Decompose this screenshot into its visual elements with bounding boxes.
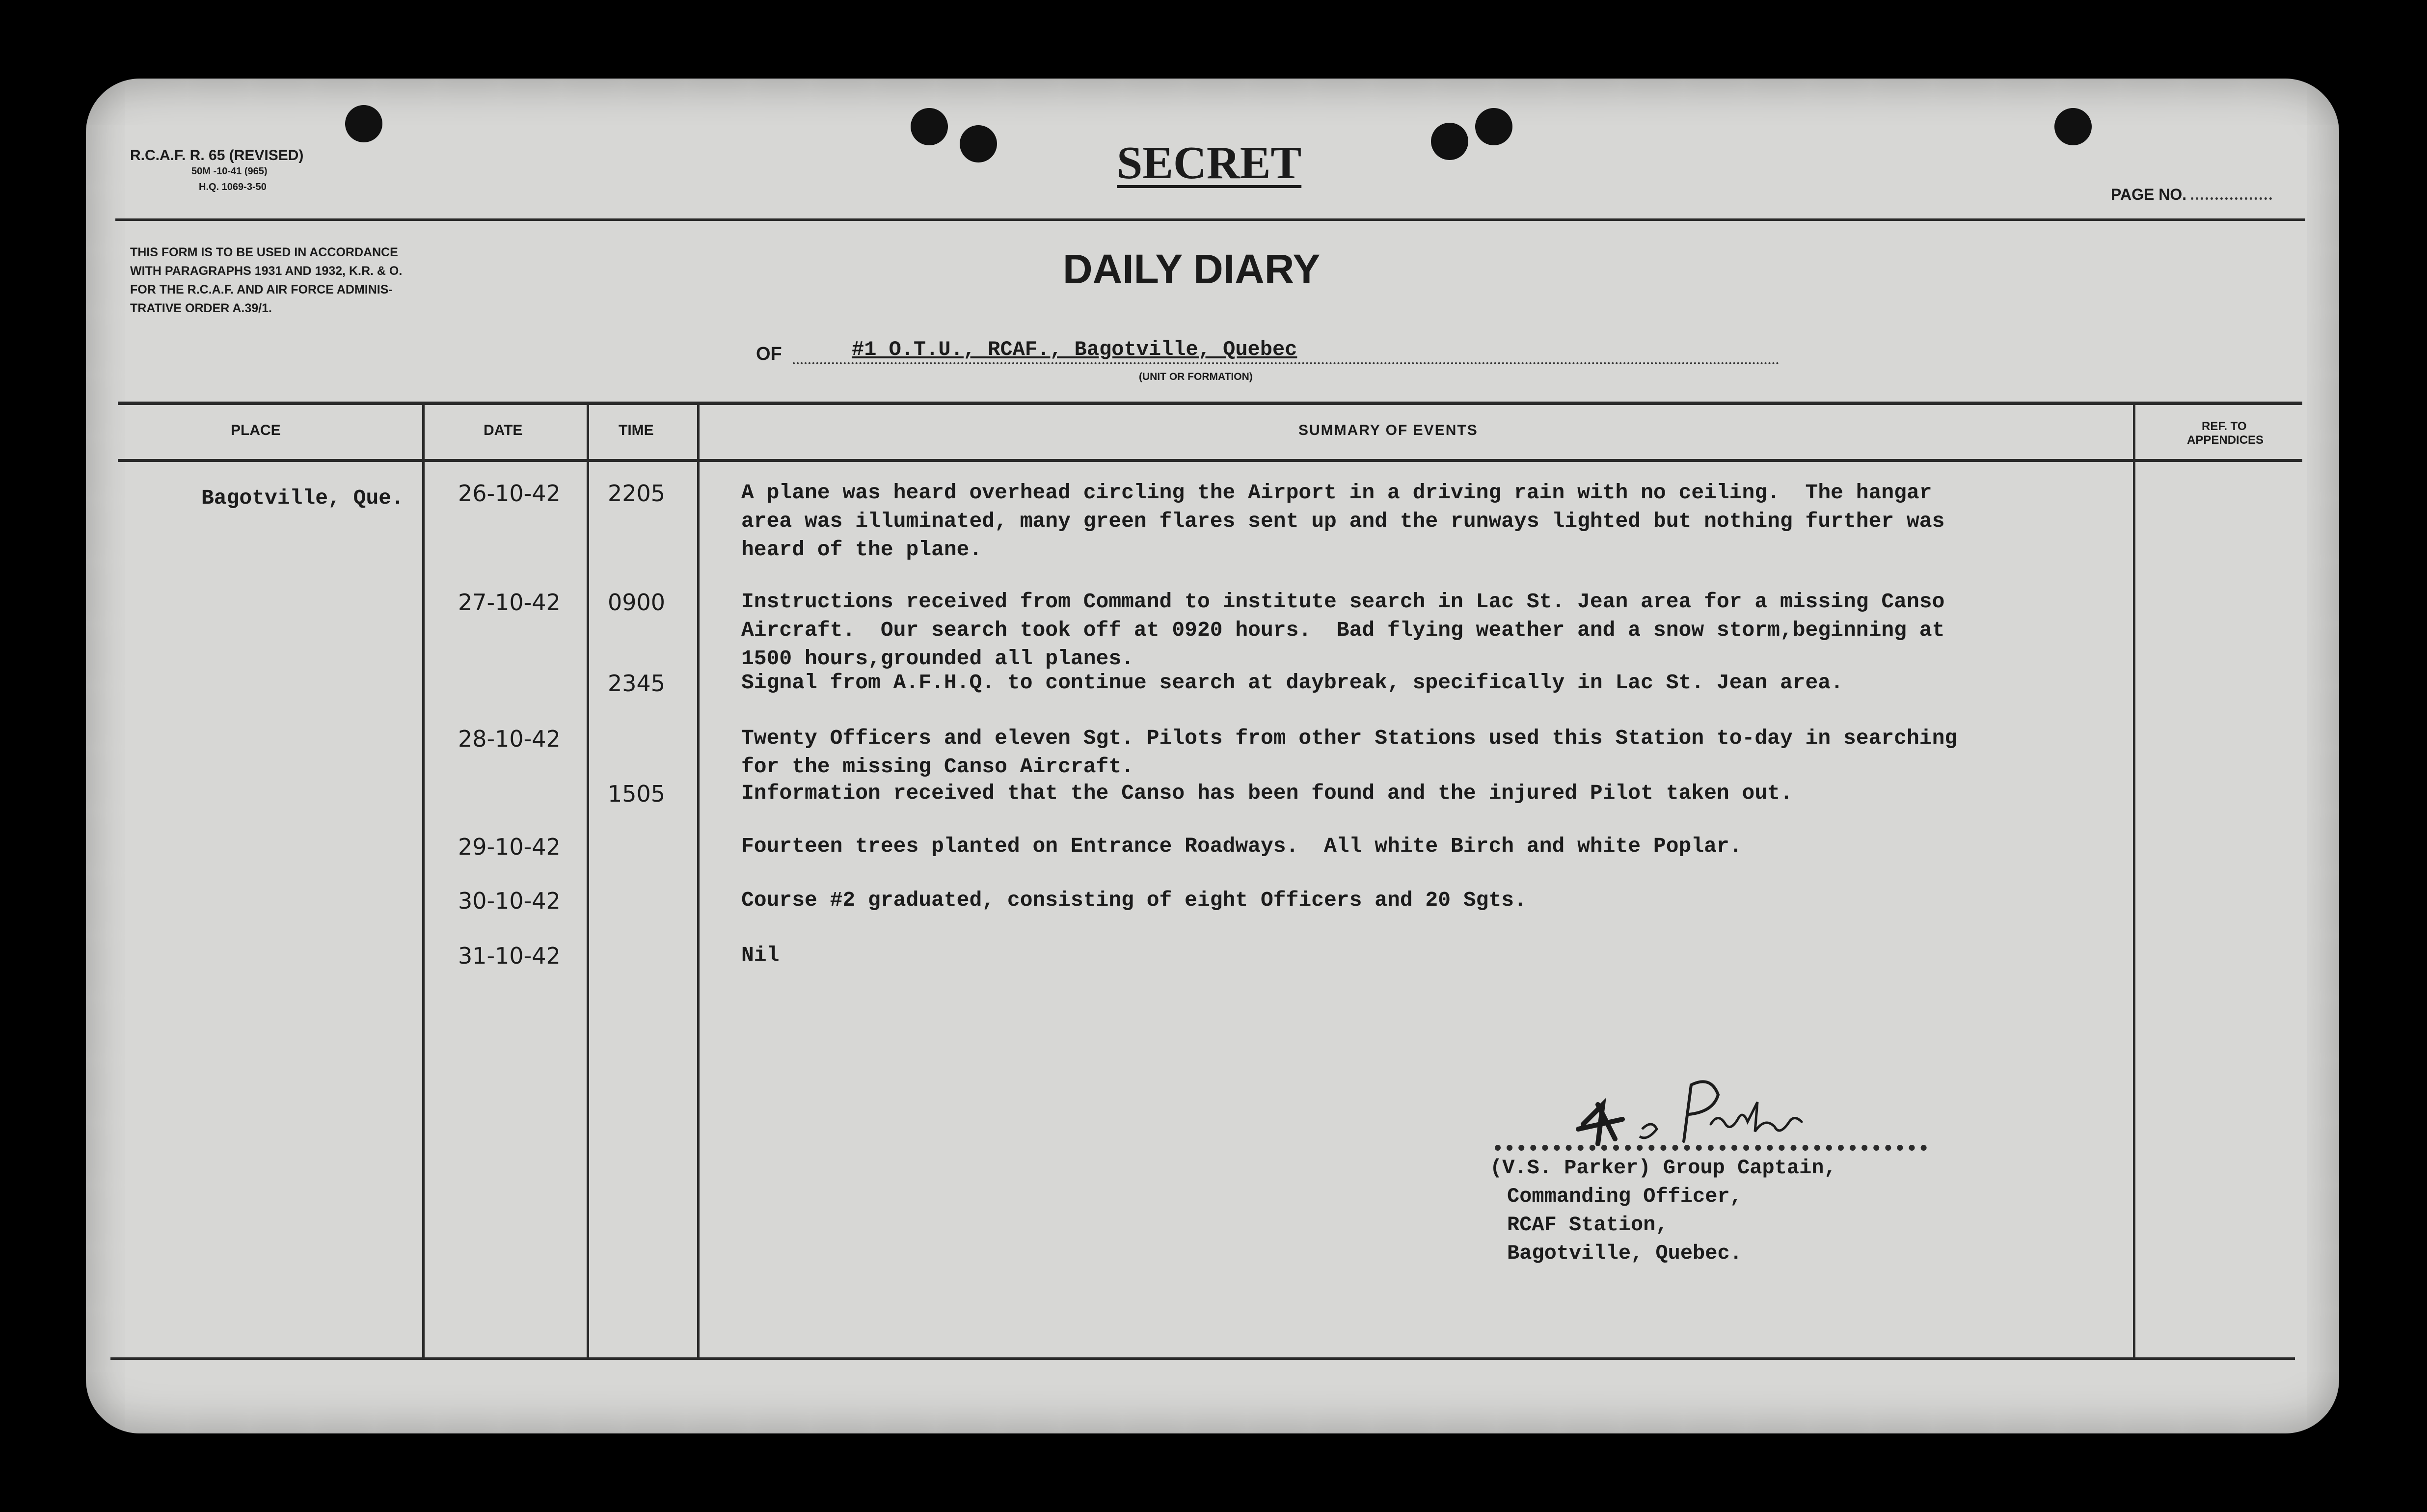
header-ref-line2: APPENDICES [2187,433,2264,447]
signature-line-4: Bagotville, Quebec. [1507,1242,1742,1265]
top-rule [115,218,2305,221]
punch-hole [1431,123,1468,160]
entry-date: 29-10-42 [458,834,561,860]
column-divider-time-summary [697,405,700,1357]
entry-time: 2205 [608,480,666,507]
unit-name: #1 O.T.U., RCAF., Bagotville, Quebec [852,338,1297,361]
punch-hole [960,125,997,162]
entry-time: 1505 [608,781,666,807]
entry-time: 2345 [608,670,666,697]
of-label: OF [756,344,782,364]
column-divider-summary-ref [2133,405,2135,1357]
header-date: DATE [484,422,523,438]
column-divider-place-date [422,405,425,1357]
entry-time: 0900 [608,589,666,616]
entry-date: 30-10-42 [458,888,561,914]
instructions-line-4: TRATIVE ORDER A.39/1. [130,301,272,315]
entry-date: 31-10-42 [458,943,561,969]
classification-title: SECRET [1117,137,1302,189]
entry-date: 26-10-42 [458,480,561,507]
entry-date: 28-10-42 [458,726,561,752]
header-time: TIME [619,422,654,438]
entry-summary: Nil [741,943,780,967]
entry-summary: A plane was heard overhead circling the Airport in a driving rain with no ceiling. The hangar area was illuminated, many green flares sent up and the runways lighted but nothing further was heard of the plane. [741,481,1945,562]
table-top-rule [118,402,2302,405]
entry-summary: Fourteen trees planted on Entrance Roadways. All white Birch and white Poplar. [741,834,1742,858]
punch-hole [345,105,382,142]
punch-hole [2054,108,2092,145]
signature-dotted-line [1495,1145,1927,1151]
entry-date: 27-10-42 [458,589,561,616]
page-no-label [2111,186,2272,204]
form-line3: H.Q. 1069-3-50 [199,182,267,192]
table-bottom-rule [110,1357,2295,1360]
page-no-dotted-field [2191,197,2272,200]
header-ref-line1: REF. TO [2202,420,2247,433]
punch-hole [911,108,948,145]
header-summary: SUMMARY OF EVENTS [1298,422,1478,438]
entry-summary: Instructions received from Command to institute search in Lac St. Jean area for a missing Canso Aircraft. Our search took off at 0920 hours. Bad flying weather and a snow storm,beginning at 1500 hours,grounded all planes. [741,590,1945,671]
page-no-text: PAGE NO. [2111,186,2187,203]
column-divider-date-time [587,405,589,1357]
diary-form-card [86,79,2339,1433]
signature-line-1: (V.S. Parker) Group Captain, [1490,1156,1836,1180]
form-id: R.C.A.F. R. 65 (REVISED) [130,147,304,163]
instructions-line-3: FOR THE R.C.A.F. AND AIR FORCE ADMINIS- [130,283,393,297]
entry-summary: Twenty Officers and eleven Sgt. Pilots from other Stations used this Station to-day in searching for the missing Canso Aircraft. [741,726,1958,779]
entry-summary: Signal from A.F.H.Q. to continue search at daybreak, specifically in Lac St. Jean area. [741,671,1843,695]
instructions-line-2: WITH PARAGRAPHS 1931 AND 1932, K.R. & O. [130,264,403,278]
header-place: PLACE [231,422,281,438]
form-title: DAILY DIARY [1063,246,1321,292]
unit-caption: (UNIT OR FORMATION) [1139,371,1253,382]
header-bottom-rule [118,459,2302,462]
entry-summary: Information received that the Canso has been found and the injured Pilot taken out. [741,781,1793,805]
unit-dotted-line [793,362,1780,364]
place-cell: Bagotville, Que. [201,486,404,510]
punch-hole [1475,108,1512,145]
instructions-line-1: THIS FORM IS TO BE USED IN ACCORDANCE [130,245,398,259]
form-line2: 50M -10-41 (965) [191,166,268,177]
entry-summary: Course #2 graduated, consisting of eight Officers and 20 Sgts. [741,888,1527,912]
signature-line-3: RCAF Station, [1507,1213,1668,1237]
signature-line-2: Commanding Officer, [1507,1185,1742,1208]
